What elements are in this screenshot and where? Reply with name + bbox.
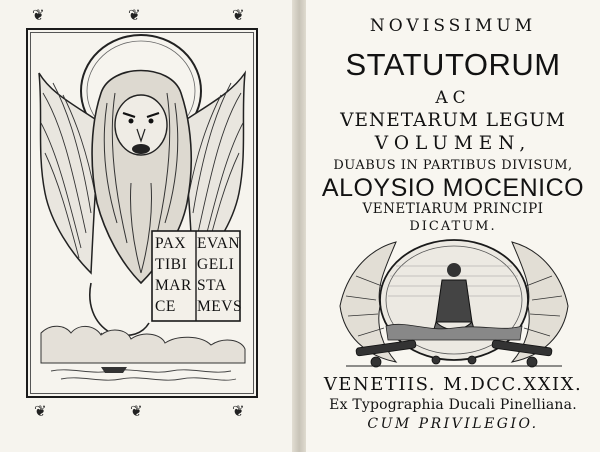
imprint-privilege: CUM PRIVILEGIO. — [367, 416, 539, 432]
imprint-printer: Ex Typographia Ducali Pinelliana. — [329, 397, 577, 413]
book-line-4 — [151, 299, 241, 315]
ornament-top-center: ❦ — [128, 6, 141, 24]
book-left-word-2: TIBI — [155, 256, 188, 273]
ornament-top-left: ❦ — [32, 6, 45, 24]
title-line-aloysio-mocenico: ALOYSIO MOCENICO — [321, 174, 585, 202]
book-right-word-3: STA — [197, 277, 227, 294]
printers-emblem-vignette — [336, 236, 572, 372]
ornament-bottom-center: ❦ — [130, 402, 143, 420]
imprint-place-date: VENETIIS. M.DCC.XXIX. — [323, 374, 583, 395]
book-left-word-3: MAR — [155, 277, 192, 294]
ornament-bottom-left: ❦ — [34, 402, 47, 420]
title-line-dicatum: DICATUM. — [409, 219, 497, 234]
title-page — [306, 0, 600, 452]
ornament-bottom-right: ❦ — [232, 402, 245, 420]
title-line-venetarum-legum: VENETARUM LEGUM — [340, 110, 566, 131]
book-line-1 — [151, 236, 241, 252]
book-left-word-4: CE — [155, 298, 176, 315]
book-line-2 — [151, 257, 241, 273]
book-right-word-4: MEVS — [197, 298, 243, 315]
book-right-word-1: EVAN — [197, 235, 241, 252]
title-line-novissimum: NOVISSIMUM — [369, 16, 537, 36]
open-book — [151, 230, 241, 322]
title-line-duabus: DUABUS IN PARTIBUS DIVISUM, — [333, 158, 573, 173]
book-left-word-1: PAX — [155, 235, 187, 252]
winged-lion-engraving — [31, 33, 253, 393]
book-right-word-2: GELI — [197, 256, 235, 273]
title-line-statutorum: STATUTORUM — [345, 47, 561, 82]
title-line-volumen: VOLUMEN, — [374, 133, 532, 154]
book-line-3 — [151, 278, 241, 294]
ornament-top-right: ❦ — [232, 6, 245, 24]
title-line-ac: AC — [435, 88, 471, 108]
title-line-venetiarum-principi: VENETIARUM PRINCIPI — [362, 201, 544, 217]
